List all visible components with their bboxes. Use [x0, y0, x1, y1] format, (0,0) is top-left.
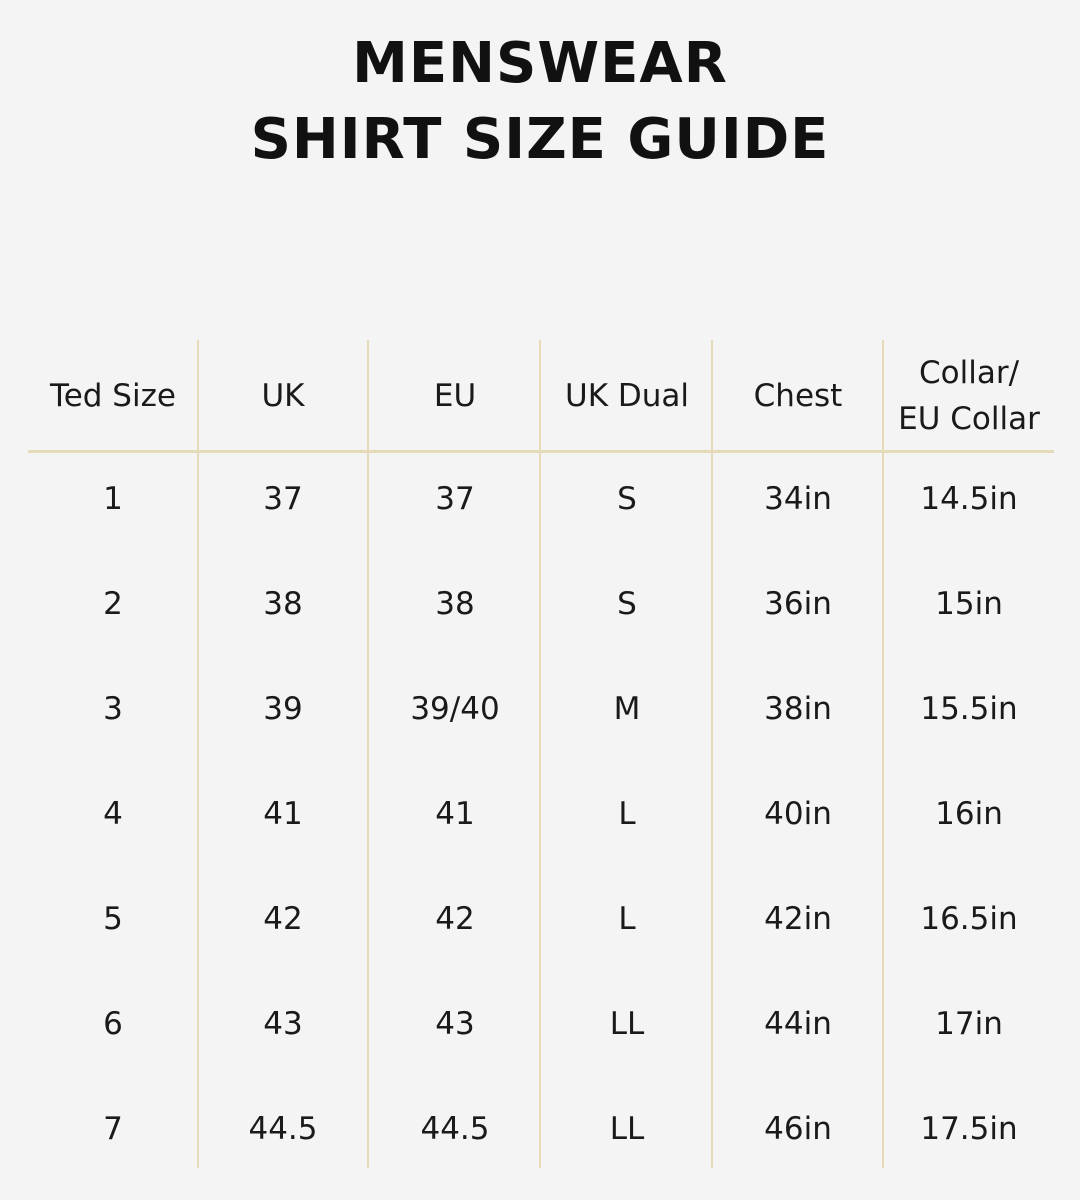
column-header-label: UK — [261, 378, 305, 414]
column-divider — [882, 340, 884, 1168]
table-cell: 14.5in — [920, 481, 1018, 517]
table-cell: 16in — [935, 796, 1003, 832]
table-cell: 34in — [764, 481, 832, 517]
column-header-label: EU — [433, 378, 477, 414]
table-cell: LL — [609, 1006, 645, 1042]
table-cell: 44.5 — [420, 1111, 490, 1147]
table-cell: 42 — [435, 901, 475, 937]
column-divider — [367, 340, 369, 1168]
table-cell: 2 — [103, 586, 123, 622]
column-header — [29, 373, 197, 419]
table-cell: 41 — [263, 796, 303, 832]
table-cell: 38in — [764, 691, 832, 727]
table-cell: 42in — [764, 901, 832, 937]
table-cell: 16.5in — [920, 901, 1018, 937]
table-cell: 38 — [263, 586, 303, 622]
table-cell: 39/40 — [410, 691, 500, 727]
table-cell: 15in — [935, 586, 1003, 622]
table-cell: 15.5in — [920, 691, 1018, 727]
table-cell: L — [618, 796, 636, 832]
table-cell: 44.5 — [248, 1111, 318, 1147]
table-cell: LL — [609, 1111, 645, 1147]
column-header — [543, 373, 711, 419]
table-cell: S — [617, 586, 637, 622]
column-divider — [539, 340, 541, 1168]
column-divider — [711, 340, 713, 1168]
column-header-label: Chest — [753, 378, 843, 414]
table-cell: 41 — [435, 796, 475, 832]
table-cell: 44in — [764, 1006, 832, 1042]
table-cell: 17in — [935, 1006, 1003, 1042]
table-cell: 43 — [263, 1006, 303, 1042]
header-divider — [28, 450, 1054, 453]
table-cell: 5 — [103, 901, 123, 937]
column-header — [199, 373, 367, 419]
table-cell: 4 — [103, 796, 123, 832]
table-cell: 37 — [435, 481, 475, 517]
column-header-label: Ted Size — [50, 378, 176, 414]
table-cell: 40in — [764, 796, 832, 832]
table-cell: 43 — [435, 1006, 475, 1042]
table-cell: 36in — [764, 586, 832, 622]
column-header-label: EU Collar — [898, 401, 1040, 437]
table-cell: 38 — [435, 586, 475, 622]
table-cell: 46in — [764, 1111, 832, 1147]
table-cell: 39 — [263, 691, 303, 727]
table-cell: 6 — [103, 1006, 123, 1042]
table-cell: 37 — [263, 481, 303, 517]
column-header-label: Collar/ — [918, 355, 1020, 391]
column-header — [885, 350, 1053, 442]
page-subtitle: SHIRT SIZE GUIDE — [250, 107, 830, 172]
table-cell: 7 — [103, 1111, 123, 1147]
table-cell: 17.5in — [920, 1111, 1018, 1147]
column-header — [371, 373, 539, 419]
table-cell: L — [618, 901, 636, 937]
column-header-label: UK Dual — [565, 378, 689, 414]
table-cell: 1 — [103, 481, 123, 517]
table-cell: 42 — [263, 901, 303, 937]
page-title: MENSWEAR — [352, 31, 728, 96]
column-header — [714, 373, 882, 419]
table-cell: S — [617, 481, 637, 517]
table-cell: 3 — [103, 691, 123, 727]
table-cell: M — [613, 691, 641, 727]
